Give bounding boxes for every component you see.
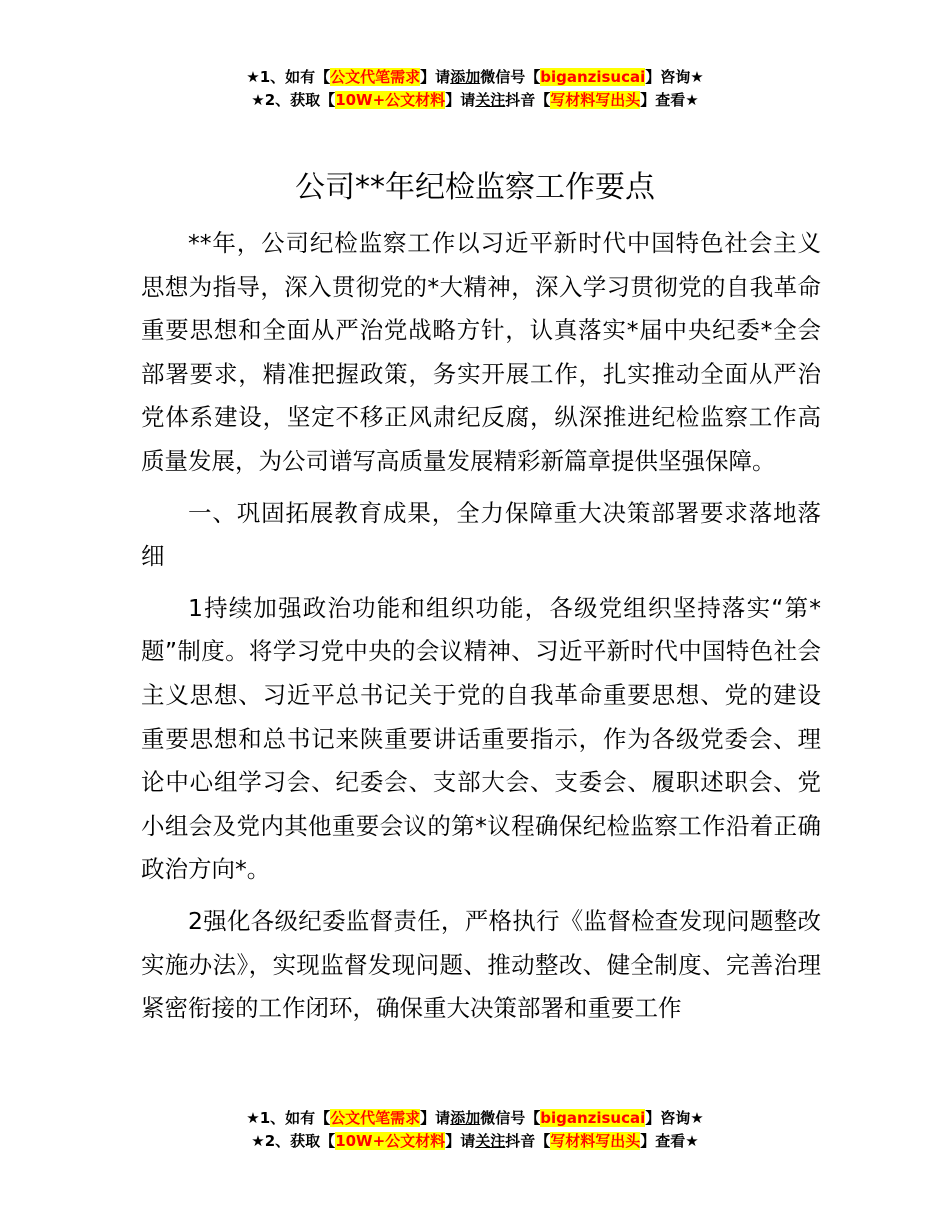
paragraph-item-1: 1持续加强政治功能和组织功能，各级党组织坚持落实“第*题”制度。将学习党中央的会议精神、习近平新时代中国特色社会主义思想、习近平总书记关于党的自我革命重要思想、党的建设重要思想和总书记来陕重要讲话重要指示，作为各级党委会、理论中心组学习会、纪委会、支部大会、支委会、履职述职会、党小组会及党内其他重要会议的第*议程确保纪检监察工作沿着正确政治方向*。 <box>141 593 821 884</box>
section-heading-1: 一、巩固拓展教育成果，全力保障重大决策部署要求落地落细 <box>141 498 821 571</box>
document-title: 公司**年纪检监察工作要点 <box>295 170 655 205</box>
paragraph-item-2: 2强化各级纪委监督责任，严格执行《监督检查发现问题整改实施办法》，实现监督发现问题、推动整改、健全制度、完善治理紧密衔接的工作闭环，确保重大决策部署和重要工作 <box>141 906 821 1023</box>
document-body <box>141 222 821 1039</box>
paragraph-intro: **年，公司纪检监察工作以习近平新时代中国特色社会主义思想为指导，深入贯彻党的*大精神，深入学习贯彻党的自我革命重要思想和全面从严治党战略方针，认真落实*届中央纪委*全会部署要求，精准把握政策，务实开展工作，扎实推动全面从严治党体系建设，坚定不移正风肃纪反腐，纵深推进纪检监察工作高质量发展，为公司谱写高质量发展精彩新篇章提供坚强保障。 <box>141 229 821 475</box>
header-promo <box>0 66 950 112</box>
promo-line-2: ★2、获取【10W+公文材料】请关注抖音【写材料写出头】查看★ <box>251 1132 699 1150</box>
promo-line-1: ★1、如有【公文代笔需求】请添加微信号【biganzisucai】咨询★ <box>246 68 704 86</box>
footer-promo <box>0 1107 950 1153</box>
promo-line-1: ★1、如有【公文代笔需求】请添加微信号【biganzisucai】咨询★ <box>246 1109 704 1127</box>
promo-line-2: ★2、获取【10W+公文材料】请关注抖音【写材料写出头】查看★ <box>251 91 699 109</box>
